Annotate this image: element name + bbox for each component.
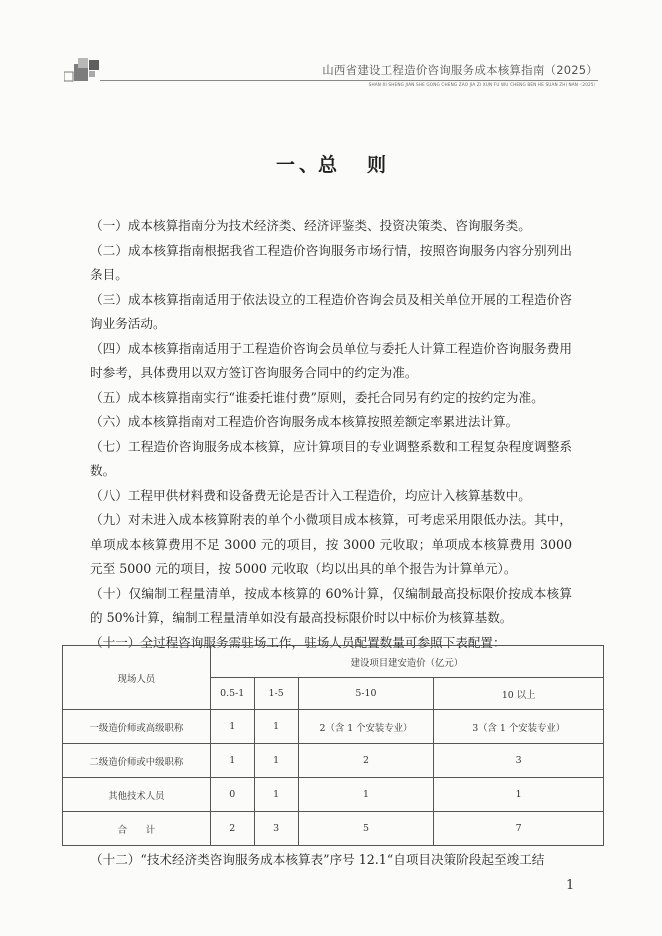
range-header: 0.5-1 xyxy=(210,678,254,710)
staffing-table xyxy=(62,645,604,846)
range-header: 5-10 xyxy=(298,678,434,710)
body-paragraphs xyxy=(90,214,572,655)
table-cell: 2（含 1 个安装专业） xyxy=(298,710,434,744)
row-label: 一级造价师或高级职称 xyxy=(63,710,211,744)
paragraph-2: （二）成本核算指南根据我省工程造价咨询服务市场行情，按照咨询服务内容分别列出条目。 xyxy=(90,242,572,282)
header-rule xyxy=(100,80,598,81)
table-cell: 3 xyxy=(434,744,604,778)
publisher-logo-icon xyxy=(64,54,104,84)
paragraph-11: （十一）全过程咨询服务需驻场工作，驻场人员配置数量可参照下表配置： xyxy=(90,634,506,650)
heading-part-2: 、总 xyxy=(298,154,337,176)
paragraph-9: （九）对未进入成本核算附表的单个小微项目成本核算，可考虑采用限低办法。其中，单项成本核算费用不足 3000 元的项目，按 3000 元收取；单项成本核算费用 3000 元至 5000 元的项目，按 5000 元收取（均以出具的单个报告为计算单元）。 xyxy=(90,512,572,576)
table-row xyxy=(63,744,604,778)
row-label: 其他技术人员 xyxy=(63,778,211,812)
page-number: 1 xyxy=(566,878,575,893)
row-label: 二级造价师或中级职称 xyxy=(63,744,211,778)
paragraph-3: （三）成本核算指南适用于依法设立的工程造价咨询会员及相关单位开展的工程造价咨询业务活动。 xyxy=(90,291,572,331)
table-cell: 1 xyxy=(210,744,254,778)
footer-paragraph: （十二）“技术经济类咨询服务成本核算表”序号 12.1“自项目决策阶段起至竣工结 xyxy=(90,852,545,867)
range-header: 10 以上 xyxy=(434,678,604,710)
paragraph-1: （一）成本核算指南分为技术经济类、经济评鉴类、投资决策类、咨询服务类。 xyxy=(90,218,531,233)
table-cell: 5 xyxy=(298,812,434,846)
table-group-header: 建设项目建安造价（亿元） xyxy=(210,646,603,678)
table-row xyxy=(63,778,604,812)
paragraph-10: （十）仅编制工程量清单，按成本核算的 60%计算，仅编制最高投标限价按成本核算的 50%计算，编制工程量清单如没有最高投标限价时以中标价为核算基数。 xyxy=(90,585,572,625)
paragraph-4: （四）成本核算指南适用于工程造价咨询会员单位与委托人计算工程造价咨询服务费用时参考，具体费用以双方签订咨询服务合同中的约定为准。 xyxy=(90,340,572,380)
table-cell: 1 xyxy=(210,710,254,744)
paragraph-5: （五）成本核算指南实行“谁委托谁付费”原则，委托合同另有约定的按约定为准。 xyxy=(90,389,544,405)
table-cell: 1 xyxy=(434,778,604,812)
section-heading xyxy=(0,150,662,177)
header-title: 山西省建设工程造价咨询服务成本核算指南（2025） xyxy=(322,63,598,77)
table-cell: 3（含 1 个安装专业） xyxy=(434,710,604,744)
table-cell: 7 xyxy=(434,812,604,846)
heading-part-1: 一 xyxy=(275,154,295,176)
header-pinyin-subtitle: SHAN XI SHENG JIAN SHE GONG CHENG ZAO JIA ZI XUN FU WU CHENG BEN HE SUAN ZHI NAN（2025） xyxy=(368,82,598,87)
table-row xyxy=(63,710,604,744)
table-cell: 1 xyxy=(254,744,298,778)
table-cell: 3 xyxy=(254,812,298,846)
heading-part-3: 则 xyxy=(367,154,387,176)
range-header: 1-5 xyxy=(254,678,298,710)
table-cell: 2 xyxy=(210,812,254,846)
table-cell: 1 xyxy=(254,778,298,812)
table-row xyxy=(63,812,604,846)
row-label: 合 计 xyxy=(63,812,211,846)
table-cell: 1 xyxy=(254,710,298,744)
table-cell: 0 xyxy=(210,778,254,812)
paragraph-6: （六）成本核算指南对工程造价咨询服务成本核算按照差额定率累进法计算。 xyxy=(90,414,519,429)
paragraph-7: （七）工程造价咨询服务成本核算，应计算项目的专业调整系数和工程复杂程度调整系数。 xyxy=(90,438,572,478)
table-row-header: 现场人员 xyxy=(63,646,211,710)
paragraph-8: （八）工程甲供材料费和设备费无论是否计入工程造价，均应计入核算基数中。 xyxy=(90,487,531,503)
table-cell: 2 xyxy=(298,744,434,778)
table-cell: 1 xyxy=(298,778,434,812)
